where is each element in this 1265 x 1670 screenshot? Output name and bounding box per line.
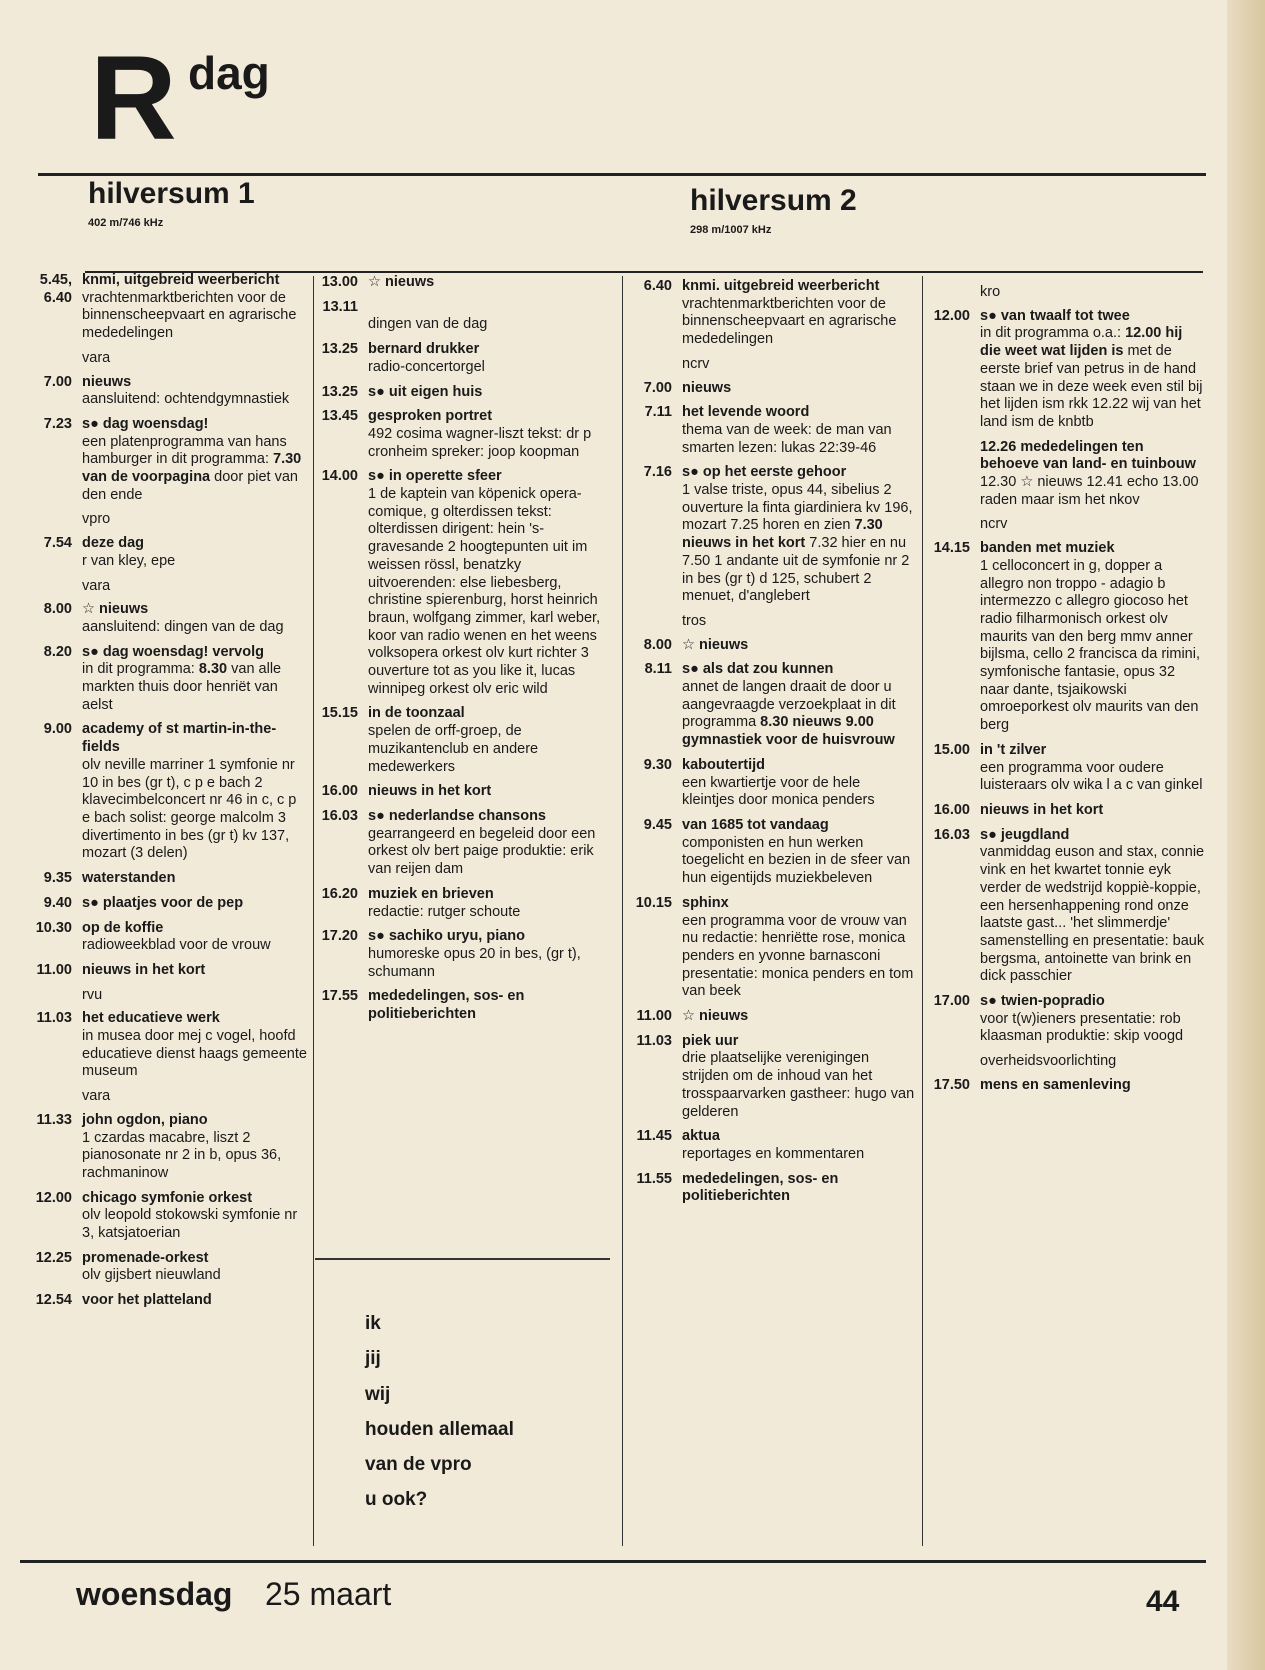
program-time: 12.00 xyxy=(35,1189,72,1206)
program-body xyxy=(82,721,308,863)
program-title: s● twien-popradio xyxy=(980,993,1105,1010)
broadcaster-label: vara xyxy=(82,1088,111,1105)
program-title: s● sachiko uryu, piano xyxy=(368,928,526,945)
program-time: 5.45, 6.40 xyxy=(39,272,72,306)
program-body xyxy=(980,308,1206,432)
program-body xyxy=(980,540,1206,735)
program-desc: aansluitend: dingen van de dag xyxy=(82,618,284,635)
program-item xyxy=(22,1292,308,1310)
program-time: 8.00 xyxy=(43,601,72,618)
program-title: piek uur xyxy=(682,1032,739,1049)
program-desc: een kwartiertje voor de hele kleintjes door monica penders xyxy=(682,774,875,809)
broadcaster-label: vpro xyxy=(82,511,111,528)
footer-day: woensdag xyxy=(76,1576,233,1612)
program-item xyxy=(308,808,608,879)
footer-rule xyxy=(20,1560,1206,1563)
program-time: 9.30 xyxy=(643,756,672,773)
program-time: 15.15 xyxy=(321,705,358,722)
program-desc: 1 celloconcert in g, dopper a allegro non troppo - adagio b intermezzo c allegro giocoso het radio filharmonisch orkest olv maurits van den berg mmv anner bijlsma, cello 2 francisca da rimini, symfonische fantasie, opus 32 naar dante, tsjaikowski omroeporkest olv maurits van den berg xyxy=(980,557,1200,734)
program-body xyxy=(82,535,175,570)
program-desc: olv gijsbert nieuwland xyxy=(82,1267,221,1284)
program-item xyxy=(22,644,308,715)
program-title: in 't zilver xyxy=(980,741,1047,758)
program-title: john ogdon, piano xyxy=(82,1111,208,1128)
program-item xyxy=(22,1112,308,1183)
program-time: 9.00 xyxy=(43,721,72,738)
program-time: 6.40 xyxy=(643,278,672,294)
program-body xyxy=(368,299,487,334)
program-item xyxy=(22,1010,308,1081)
program-desc: 1 czardas macabre, liszt 2 pianosonate nr 2 in b, opus 36, rachmaninow xyxy=(82,1129,282,1181)
program-title: nieuws in het kort xyxy=(82,961,206,978)
program-body xyxy=(82,601,284,636)
program-body xyxy=(368,808,608,879)
program-desc: vrachtenmarktberichten voor de binnenscheepvaart en agrarische mededelingen xyxy=(682,295,897,348)
program-body xyxy=(980,742,1206,795)
broadcaster-label: ncrv xyxy=(682,355,710,372)
program-item xyxy=(622,1171,916,1206)
program-desc: spelen de orff-groep, de muzikantenclub en andere medewerkers xyxy=(368,723,539,775)
program-title: op de koffie xyxy=(82,919,164,936)
program-title: ☆ nieuws xyxy=(682,636,749,653)
program-item xyxy=(22,272,308,343)
program-title: mens en samenleving xyxy=(980,1076,1131,1093)
program-desc: in dit programma o.a.: xyxy=(980,325,1126,342)
program-body xyxy=(682,278,916,349)
program-desc: aansluitend: ochtendgymnastiek xyxy=(82,391,290,408)
program-title: sphinx xyxy=(682,894,729,911)
program-body xyxy=(682,1171,916,1206)
program-title: ☆ nieuws xyxy=(82,601,149,618)
program-title: ☆ nieuws xyxy=(682,1008,749,1025)
program-subdesc: met de eerste brief van petrus in de hand staan we in deze week even stil bij het lijden ism rkk 12.22 wij van het land ism de knbtb xyxy=(980,343,1203,430)
broadcaster-label: tros xyxy=(682,612,707,629)
program-body xyxy=(980,993,1206,1046)
program-title: s● dag woensdag! vervolg xyxy=(82,643,264,660)
program-time: 12.54 xyxy=(35,1292,72,1309)
program-title: chicago symfonie orkest xyxy=(82,1189,253,1206)
program-time: 15.00 xyxy=(933,741,970,758)
program-title: 12.26 mededelingen ten behoeve van land- en tuinbouw xyxy=(980,438,1196,473)
program-body xyxy=(82,1010,308,1081)
program-body xyxy=(82,644,308,715)
program-title: nieuws xyxy=(82,373,132,390)
program-desc: reportages en kommentaren xyxy=(682,1145,865,1162)
program-item xyxy=(920,993,1206,1046)
program-body xyxy=(980,827,1206,986)
program-item xyxy=(308,274,608,292)
program-time: 10.15 xyxy=(635,894,672,911)
page-edge xyxy=(1227,0,1265,1670)
program-body xyxy=(82,1190,308,1243)
broadcaster-label: rvu xyxy=(82,986,103,1003)
program-time: 7.23 xyxy=(43,415,72,432)
program-time: 7.16 xyxy=(643,464,672,481)
program-title: nieuws in het kort xyxy=(368,783,492,800)
program-body xyxy=(368,783,491,801)
top-rule xyxy=(38,173,1206,176)
program-time: 16.00 xyxy=(933,801,970,818)
program-time: 9.45 xyxy=(643,816,672,833)
program-body xyxy=(82,962,205,980)
program-item xyxy=(308,384,608,402)
program-time xyxy=(920,439,980,510)
program-subtitle: 7.30 nieuws in het kort xyxy=(682,517,883,552)
program-time: 11.55 xyxy=(636,1170,672,1187)
program-item xyxy=(308,299,608,334)
program-body xyxy=(682,817,916,888)
program-time: 11.45 xyxy=(636,1128,672,1145)
program-desc: gearrangeerd en begeleid door een orkest olv bert paige produktie: erik van reijen dam xyxy=(368,825,596,878)
program-time: 12.00 xyxy=(933,307,970,324)
program-title: muziek en brieven xyxy=(368,885,494,902)
program-time: 11.33 xyxy=(36,1111,72,1128)
program-time: 11.00 xyxy=(636,1008,672,1025)
program-item xyxy=(622,637,916,655)
program-desc: in musea door mej c vogel, hoofd educatieve dienst haags gemeente museum xyxy=(82,1028,307,1080)
program-title: mededelingen, sos- en politieberichten xyxy=(682,1170,839,1205)
program-item xyxy=(920,439,1206,510)
program-title: s● jeugdland xyxy=(980,826,1070,843)
column-hilversum-1-a xyxy=(22,272,308,1317)
program-desc: r van kley, epe xyxy=(82,552,176,569)
program-item xyxy=(22,1250,308,1285)
program-body xyxy=(368,341,485,376)
program-title: banden met muziek xyxy=(980,540,1115,557)
program-body xyxy=(368,928,608,981)
program-desc: 1 valse triste, opus 44, sibelius 2 ouverture la finta giardiniera kv 196, mozart 7.25 horen en zien xyxy=(682,482,913,534)
program-time: 13.00 xyxy=(321,274,358,290)
program-time: 12.25 xyxy=(35,1249,72,1266)
column-hilversum-2-b xyxy=(920,282,1206,1102)
program-body xyxy=(368,468,608,698)
program-title: s● op het eerste gehoor xyxy=(682,464,847,481)
broadcaster-label: vara xyxy=(82,577,111,594)
station-1-freq: 402 m/746 kHz xyxy=(88,217,164,229)
program-body xyxy=(980,802,1103,820)
program-time: 11.03 xyxy=(36,1010,72,1027)
program-time: 16.03 xyxy=(321,807,358,824)
program-title: promenade-orkest xyxy=(82,1249,209,1266)
program-title: bernard drukker xyxy=(368,341,480,358)
station-1-name: hilversum 1 xyxy=(88,177,255,210)
logo-dag: dag xyxy=(188,47,270,99)
program-title: het educatieve werk xyxy=(82,1010,220,1027)
program-item xyxy=(920,802,1206,820)
logo-r: R xyxy=(90,31,173,165)
program-body xyxy=(82,416,308,505)
program-item xyxy=(22,870,308,888)
column-hilversum-1-b xyxy=(308,274,608,1031)
program-body xyxy=(682,895,916,1001)
program-title: voor het platteland xyxy=(82,1292,212,1309)
program-title: deze dag xyxy=(82,535,145,552)
program-item xyxy=(308,886,608,921)
program-item xyxy=(22,601,308,636)
program-title: s● plaatjes voor de pep xyxy=(82,894,244,911)
program-time: 9.40 xyxy=(43,894,72,911)
program-body xyxy=(368,988,608,1023)
program-desc: vrachtenmarktberichten voor de binnenscheepvaart en agrarische mededelingen xyxy=(82,289,297,342)
program-desc: thema van de week: de man van smarten lezen: lukas 22:39-46 xyxy=(682,421,892,456)
vpro-ad-line: ik xyxy=(365,1313,381,1334)
program-item xyxy=(920,827,1206,986)
program-time: 17.00 xyxy=(933,993,970,1010)
program-desc: componisten en hun werken toegelicht en bezien in de sfeer van hun eigentijds muziekbeleven xyxy=(682,834,911,887)
program-body xyxy=(682,380,731,398)
program-desc: radioweekblad voor de vrouw xyxy=(82,937,271,954)
program-subtitle: 12.00 hij die weet wat lijden is xyxy=(980,325,1183,360)
program-time: 16.03 xyxy=(933,826,970,843)
program-title: waterstanden xyxy=(82,870,176,887)
program-body xyxy=(368,274,434,292)
program-time: 16.00 xyxy=(321,783,358,800)
program-title: knmi. uitgebreid weerbericht xyxy=(682,278,880,294)
program-body xyxy=(682,637,748,655)
program-title: mededelingen, sos- en politieberichten xyxy=(368,988,525,1023)
vpro-ad xyxy=(365,1306,514,1518)
station-2-freq: 298 m/1007 kHz xyxy=(690,224,772,236)
program-desc: in dit programma: xyxy=(82,661,199,678)
vpro-ad-line: u ook? xyxy=(365,1489,428,1511)
page-number: 44 xyxy=(1146,1585,1180,1618)
program-subdesc: door piet van den ende xyxy=(82,469,298,503)
program-item xyxy=(22,416,308,505)
program-time: 13.11 xyxy=(322,298,358,315)
program-item xyxy=(308,988,608,1023)
program-item xyxy=(308,783,608,801)
program-desc: een platenprogramma van hans hamburger in dit programma: xyxy=(82,433,287,468)
program-desc: drie plaatselijke verenigingen strijden om de inhoud van het trosspaarvarken gastheer: hugo van gelderen xyxy=(682,1050,915,1120)
program-title: ☆ nieuws xyxy=(368,274,435,290)
program-item xyxy=(920,742,1206,795)
program-time: 8.00 xyxy=(643,636,672,653)
program-desc: 492 cosima wagner-liszt tekst: dr p cronheim spreker: joop koopman xyxy=(368,425,592,460)
program-title: s● uit eigen huis xyxy=(368,383,483,400)
program-title: s● nederlandse chansons xyxy=(368,807,546,824)
program-title: knmi, uitgebreid weerbericht xyxy=(82,272,280,288)
program-item xyxy=(308,341,608,376)
program-item xyxy=(22,920,308,955)
program-desc: 12.30 ☆ nieuws 12.41 echo 13.00 raden maar ism het nkov xyxy=(980,474,1199,508)
program-item xyxy=(308,408,608,461)
program-item xyxy=(622,817,916,888)
vpro-ad-line: jij xyxy=(365,1348,381,1370)
program-time: 8.20 xyxy=(43,643,72,660)
program-time: 7.00 xyxy=(43,373,72,390)
broadcaster-label: vara xyxy=(82,349,111,366)
program-body xyxy=(82,1250,221,1285)
program-title: kaboutertijd xyxy=(682,756,765,773)
program-item xyxy=(22,1190,308,1243)
broadcaster-label: kro xyxy=(980,284,1001,300)
program-item xyxy=(622,1008,916,1026)
program-time: 17.20 xyxy=(321,928,358,945)
program-item xyxy=(622,380,916,398)
program-desc: 1 de kaptein van köpenick opera-comique, g olterdissen tekst: olterdissen dirigent: hein 's-gravesande 2 hoogtepunten uit im weissen rössl, benatzky uitvoerenden: else liebesberg, christine spierenburg, horst heinrich braun, wolfgang zimmer, karl weber, koor van radio wenen en het weens volksopera orkest olv kurt richter 3 ouverture tot as you like it, lucas winnipeg orkest olv eric wild xyxy=(368,486,601,697)
program-item xyxy=(920,308,1206,432)
program-title: nieuws xyxy=(682,379,732,396)
program-title: het levende woord xyxy=(682,404,810,421)
broadcaster-label: overheidsvoorlichting xyxy=(980,1053,1117,1070)
program-item xyxy=(622,464,916,606)
program-time: 7.54 xyxy=(43,535,72,552)
program-title: in de toonzaal xyxy=(368,705,465,722)
program-title: s● in operette sfeer xyxy=(368,468,502,485)
program-desc: een programma voor de vrouw van nu redactie: henriëtte rose, monica penders en yvonne barnasconi presentatie: monica penders en tom van beek xyxy=(682,912,914,1000)
program-subtitle: 7.30 van de voorpagina xyxy=(82,451,302,486)
program-desc: humoreske opus 20 in bes, (gr t), schumann xyxy=(368,945,581,980)
program-title: academy of st martin-in-the-fields xyxy=(82,721,277,756)
program-desc: radio-concertorgel xyxy=(368,358,485,375)
program-time: 8.11 xyxy=(644,661,672,678)
program-subtitle: 8.30 xyxy=(198,661,228,678)
program-desc: olv neville marriner 1 symfonie nr 10 in bes (gr t), c p e bach 2 klavecimbelconcert nr 46 in c, c p e bach solist: george malcolm 3 divertimento in bes (gr t) kv 137, mozart (3 delen) xyxy=(82,756,297,862)
program-item xyxy=(308,705,608,776)
program-item xyxy=(622,404,916,457)
program-body xyxy=(682,1008,748,1026)
program-time: 13.45 xyxy=(321,408,358,425)
program-body xyxy=(82,272,308,343)
program-subdesc: van alle markten thuis door henriët van aelst xyxy=(82,661,282,713)
program-body xyxy=(682,757,916,810)
program-item xyxy=(920,540,1206,735)
program-time: 13.25 xyxy=(321,341,358,358)
vpro-ad-line: wij xyxy=(365,1383,391,1405)
program-desc: olv leopold stokowski symfonie nr 3, katsjatoerian xyxy=(82,1207,298,1242)
program-title: s● dag woensdag! xyxy=(82,415,209,432)
program-item xyxy=(920,1077,1206,1095)
program-body xyxy=(682,1033,916,1122)
program-item xyxy=(622,661,916,750)
program-body xyxy=(980,1077,1131,1095)
program-subtitle: 8.30 nieuws 9.00 gymnastiek voor de huisvrouw xyxy=(682,714,895,749)
program-body xyxy=(368,705,608,776)
program-item xyxy=(622,757,916,810)
program-time: 13.25 xyxy=(321,383,358,400)
program-title: gesproken portret xyxy=(368,408,493,425)
footer-date: 25 maart xyxy=(265,1576,392,1612)
program-time: 7.11 xyxy=(644,404,672,421)
program-desc: vanmiddag euson and stax, connie vink en het kwartet tonnie eyk verder de wedstrijd koppiè-koppie, een hersenhappening rond onze laatste gast... 'het slimmerdje' samenstelling en presentatie: bauk bergsma, antoinette van brink en dick passchier xyxy=(980,844,1205,985)
program-subdesc: 7.32 hier en nu 7.50 1 andante uit de symfonie nr 2 in bes (gr t) d 125, schubert 2 menuet, d'anglebert xyxy=(682,535,910,605)
program-title: van 1685 tot vandaag xyxy=(682,816,829,833)
program-item xyxy=(308,468,608,698)
vpro-ad-line: van de vpro xyxy=(365,1454,472,1476)
program-time: 14.15 xyxy=(933,540,970,557)
program-time: 16.20 xyxy=(321,885,358,902)
program-item xyxy=(622,895,916,1001)
program-body xyxy=(82,1112,308,1183)
program-time: 11.00 xyxy=(36,961,72,978)
program-time: 10.30 xyxy=(35,919,72,936)
program-body xyxy=(682,404,916,457)
program-item xyxy=(622,1033,916,1122)
program-item xyxy=(22,374,308,409)
program-title: nieuws in het kort xyxy=(980,801,1104,818)
program-item xyxy=(22,962,308,980)
program-item xyxy=(622,1128,916,1163)
program-title: s● als dat zou kunnen xyxy=(682,661,834,678)
ad-rule xyxy=(315,1258,610,1260)
program-body xyxy=(368,886,520,921)
vpro-ad-line: houden allemaal xyxy=(365,1418,514,1440)
program-desc: een programma voor oudere luisteraars olv wika l a c van ginkel xyxy=(980,759,1203,794)
program-item xyxy=(22,895,308,913)
program-body xyxy=(682,464,916,606)
program-desc: dingen van de dag xyxy=(368,316,488,333)
program-item xyxy=(622,278,916,349)
station-2-name: hilversum 2 xyxy=(690,184,857,217)
broadcaster-label: ncrv xyxy=(980,516,1008,533)
program-time: 11.03 xyxy=(636,1032,672,1049)
program-body xyxy=(82,920,271,955)
program-desc: voor t(w)ieners presentatie: rob klaasman produktie: skip voogd xyxy=(980,1010,1184,1045)
program-body xyxy=(980,439,1206,510)
program-title: aktua xyxy=(682,1128,720,1145)
program-time: 17.55 xyxy=(321,988,358,1005)
program-body xyxy=(82,1292,212,1310)
program-item xyxy=(22,721,308,863)
program-body xyxy=(82,895,243,913)
program-body xyxy=(682,1128,864,1163)
program-title: s● van twaalf tot twee xyxy=(980,307,1130,324)
program-time: 14.00 xyxy=(321,468,358,485)
program-body xyxy=(368,384,482,402)
program-desc: annet de langen draait de door u aangevraagde verzoekplaat in dit programma xyxy=(682,679,896,731)
program-body xyxy=(682,661,916,750)
program-item xyxy=(308,928,608,981)
program-body xyxy=(82,870,175,888)
program-time: 17.50 xyxy=(933,1076,970,1093)
program-body xyxy=(82,374,289,409)
program-time: 9.35 xyxy=(43,870,72,887)
column-hilversum-2-a xyxy=(622,278,916,1213)
program-desc: redactie: rutger schoute xyxy=(368,903,521,920)
program-item xyxy=(22,535,308,570)
program-body xyxy=(368,408,608,461)
program-time: 7.00 xyxy=(643,379,672,396)
